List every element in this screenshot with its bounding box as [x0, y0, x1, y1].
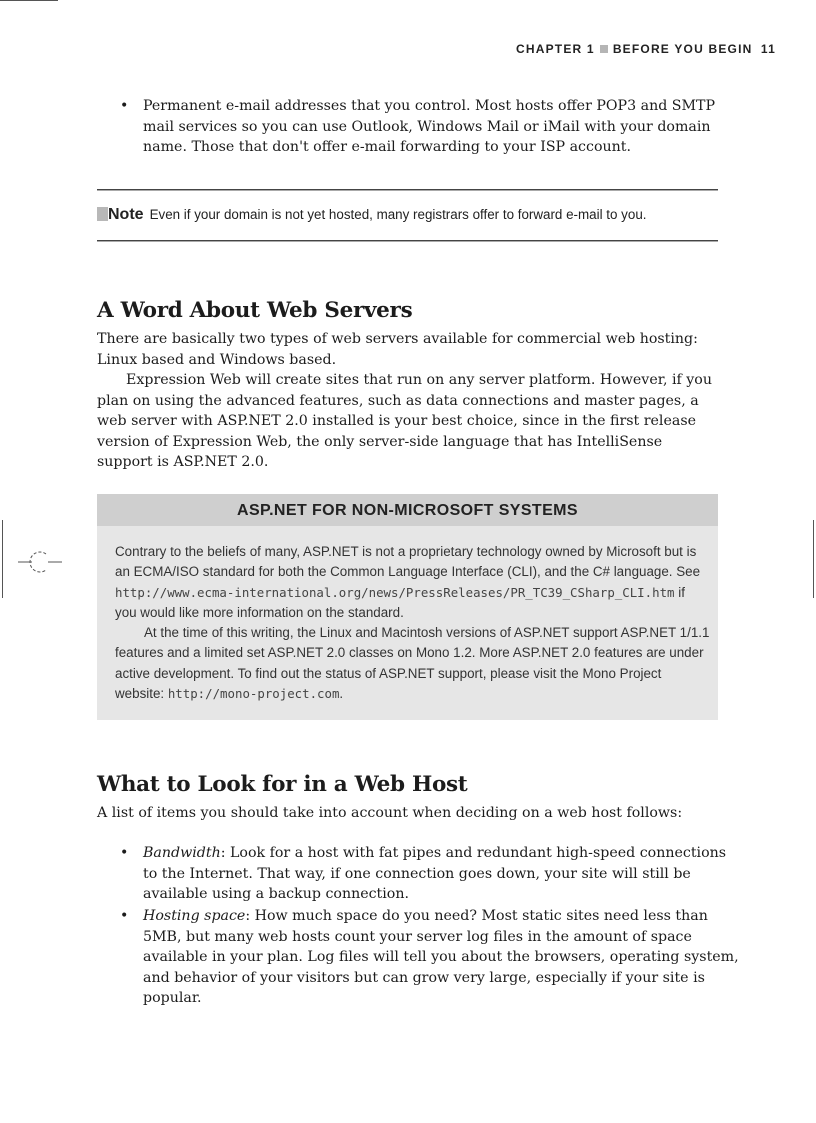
registration-mark-icon: [18, 550, 62, 576]
paragraph: There are basically two types of web servers available for commercial web hosting: Linux based and Windows based.: [97, 331, 698, 368]
sidebar-text: Contrary to the beliefs of many, ASP.NET is not a proprietary technology owned by Microsoft but is an ECMA/ISO standard for both the Common Language Interface (CLI), and the C# language. See: [115, 544, 701, 580]
paragraph: A list of items you should take into account when deciding on a web host follows:: [97, 805, 683, 821]
running-header: [480, 42, 776, 60]
page-number: 11: [760, 42, 776, 56]
bullet-icon: •: [120, 845, 129, 861]
sidebar-box: [97, 494, 718, 720]
list-item: [120, 96, 743, 158]
list-item-text: : How much space do you need? Most static sites need less than 5MB, but many web hosts count your server log files in the amount of space available in your plan. Log files will tell you about the browsers, operating system, and behavior of your visitors but can grow very large, especially if your site is popular.: [143, 908, 739, 1006]
list-item: [120, 906, 743, 1009]
chapter-title: BEFORE YOU BEGIN: [612, 42, 753, 56]
sidebar-body: [115, 542, 710, 704]
sidebar-paragraph: [115, 542, 710, 623]
section-heading-web-servers: A Word About Web Servers: [97, 298, 413, 323]
note-top-rule: [97, 189, 718, 191]
sidebar-title: ASP.NET FOR NON-MICROSOFT SYSTEMS: [97, 494, 718, 526]
section-heading-web-host: What to Look for in a Web Host: [97, 772, 468, 797]
crop-mark-top: [0, 0, 58, 1]
crop-mark-left: [2, 520, 3, 598]
bullet-icon: •: [120, 98, 129, 114]
sidebar-text: if you would like more information on the standard.: [115, 584, 685, 620]
ecma-link[interactable]: http://www.ecma-international.org/news/PressReleases/PR_TC39_CSharp_CLI.htm: [115, 584, 675, 600]
paragraph: Expression Web will create sites that run on any server platform. However, if you plan on using the advanced features, such as data connections and master pages, a web server with ASP.NET 2.0 installed is your best choice, since in the first release version of Expression Web, the only server-side language that has IntelliSense support is ASP.NET 2.0.: [97, 372, 712, 470]
crop-mark-right: [813, 520, 814, 598]
note-text: Even if your domain is not yet hosted, many registrars offer to forward e-mail to you.: [149, 207, 647, 222]
list-item-term: Hosting space: [143, 908, 246, 924]
note-box: [97, 206, 718, 224]
note-label: Note: [108, 206, 144, 223]
sidebar-text: .: [339, 686, 344, 702]
mono-project-link[interactable]: http://mono-project.com: [167, 686, 340, 702]
list-item-term: Bandwidth: [143, 845, 221, 861]
separator-square-icon: [600, 45, 608, 53]
sidebar-text: At the time of this writing, the Linux and Macintosh versions of ASP.NET support ASP.NET 1/1.1 features and a limited set ASP.NET 2.0 classes on Mono 1.2. More ASP.NET 2.0 features are under active development. To find out the status of ASP.NET support, please visit the Mono Project website:: [115, 625, 710, 702]
note-marker-icon: [97, 207, 108, 221]
bullet-icon: •: [120, 908, 129, 924]
list-item-text: : Look for a host with fat pipes and redundant high-speed connections to the Internet. That way, if one connection goes down, your site will still be available using a backup connection.: [143, 845, 727, 902]
sidebar-paragraph: [115, 623, 710, 704]
list-item: [120, 843, 743, 905]
list-item-text: Permanent e-mail addresses that you control. Most hosts offer POP3 and SMTP mail services so you can use Outlook, Windows Mail or iMail with your domain name. Those that don't offer e-mail forwarding to your ISP account.: [143, 98, 716, 155]
chapter-label: CHAPTER 1: [516, 42, 595, 56]
running-head: [516, 42, 752, 56]
note-bottom-rule: [97, 240, 718, 242]
